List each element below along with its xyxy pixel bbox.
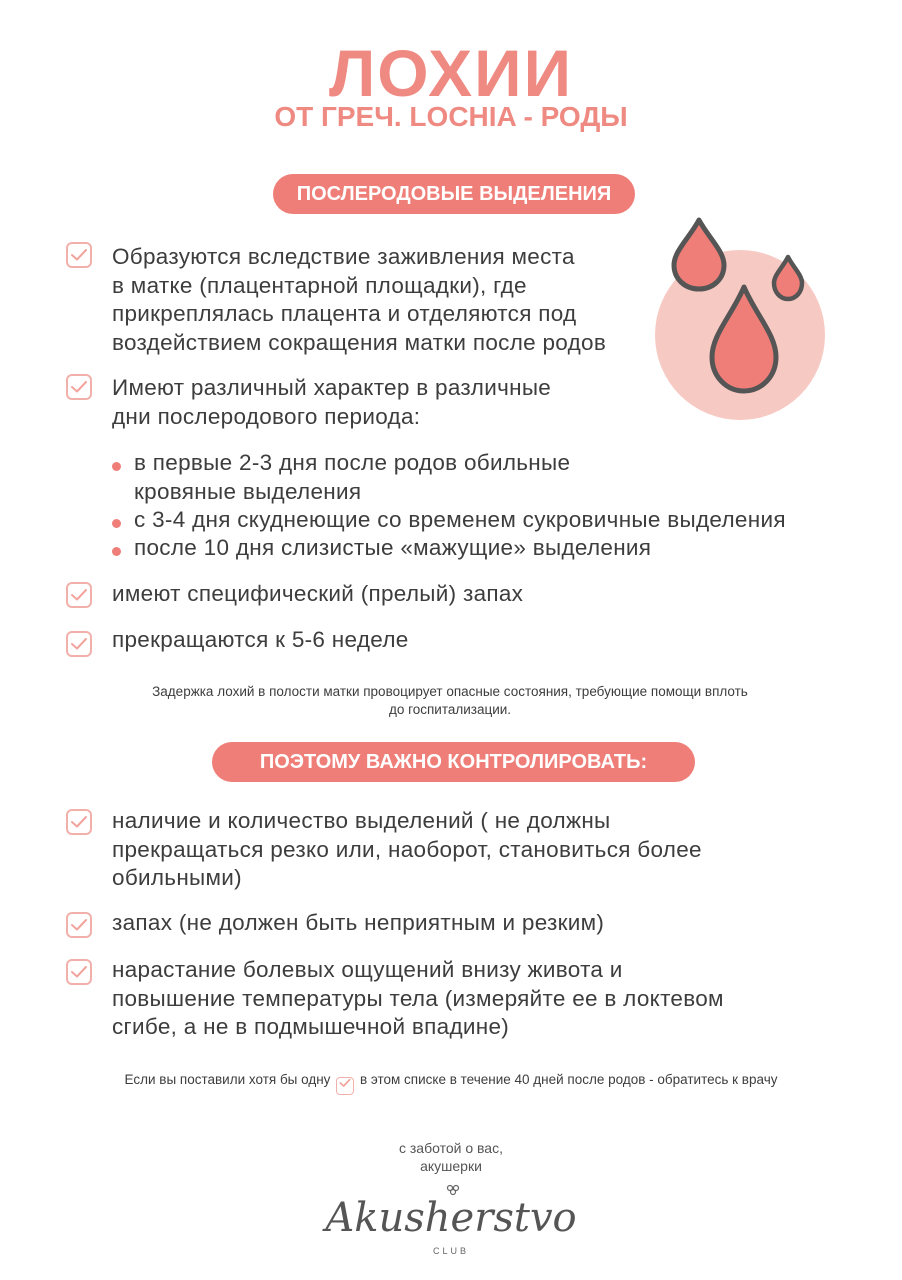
brand-logo: Akusherstvo — [325, 1195, 577, 1241]
list-item-line: Имеют различный характер в различные — [112, 375, 552, 400]
list-item — [112, 374, 652, 431]
bullet-dot-icon — [112, 462, 121, 471]
list-item-line: наличие и количество выделений ( не должны — [112, 808, 611, 833]
list-item — [112, 956, 832, 1042]
final-note-before: Если вы поставили хотя бы одну — [124, 1072, 331, 1087]
final-note — [40, 1070, 862, 1095]
list-item-line: повышение температуры тела (измеряйте ее в локтевом — [112, 985, 724, 1011]
blood-drops-illustration — [650, 215, 835, 425]
list-item-line: дни послеродового периода: — [112, 403, 421, 429]
check-icon — [66, 374, 92, 400]
brand-logo-sub: CLUB — [432, 1246, 469, 1256]
list-item-line: сгибе, а не в подмышечной впадине) — [112, 1014, 510, 1039]
list-item-line: обильными) — [112, 865, 242, 890]
list-item-line: Образуются вследствие заживления места — [112, 244, 575, 269]
bullet-line: после 10 дня слизистые «мажущие» выделения — [134, 535, 652, 560]
bullet-dot-icon — [112, 547, 121, 556]
section-postpartum-pill: ПОСЛЕРОДОВЫЕ ВЫДЕЛЕНИЯ — [273, 174, 635, 214]
check-icon — [66, 959, 92, 985]
bullet-line: кровяные выделения — [134, 478, 362, 504]
bullet-item — [134, 449, 834, 506]
check-icon — [66, 912, 92, 938]
final-note-after: в этом списке в течение 40 дней после родов - обратитесь к врачу — [359, 1072, 778, 1087]
bullet-dot-icon — [112, 519, 121, 528]
list-item: прекращаются к 5-6 неделе — [112, 627, 409, 652]
bullet-item — [134, 534, 834, 563]
check-icon — [336, 1077, 354, 1095]
note-line: до госпитализации. — [388, 702, 512, 717]
bullet-item — [134, 506, 854, 535]
list-item-line: воздействием сокращения матки после родов — [112, 329, 607, 355]
list-item — [112, 909, 832, 938]
list-item: имеют специфический (прелый) запах — [112, 581, 524, 606]
check-icon — [66, 631, 92, 657]
section-control-pill: ПОЭТОМУ ВАЖНО КОНТРОЛИРОВАТЬ: — [212, 742, 695, 782]
list-item-line: нарастание болевых ощущений внизу живота и — [112, 957, 623, 982]
page-subtitle: ОТ ГРЕЧ. LOCHIA - РОДЫ — [274, 101, 628, 132]
bullet-line: с 3-4 дня скуднеющие со временем сукровичные выделения — [134, 507, 786, 532]
list-item-line: запах (не должен быть неприятным и резким) — [112, 910, 605, 935]
list-item-line: в матке (плацентарной площадки), где — [112, 272, 527, 298]
list-item-line: прекращаться резко или, наоборот, становиться более — [112, 836, 702, 862]
footer-line-1: с заботой о вас, — [399, 1140, 503, 1156]
check-icon — [66, 809, 92, 835]
check-icon — [66, 242, 92, 268]
list-item — [112, 807, 832, 893]
footer-line-2: акушерки — [420, 1158, 482, 1174]
page-title: ЛОХИИ — [328, 36, 574, 110]
drop-left-icon — [674, 220, 724, 289]
list-item — [112, 243, 652, 357]
check-icon — [66, 582, 92, 608]
bullet-line: в первые 2-3 дня после родов обильные — [134, 450, 571, 475]
warning-note — [90, 683, 810, 719]
note-line: Задержка лохий в полости матки провоцирует опасные состояния, требующие помощи вплоть — [152, 684, 748, 699]
list-item-line: прикреплялась плацента и отделяются под — [112, 301, 577, 326]
